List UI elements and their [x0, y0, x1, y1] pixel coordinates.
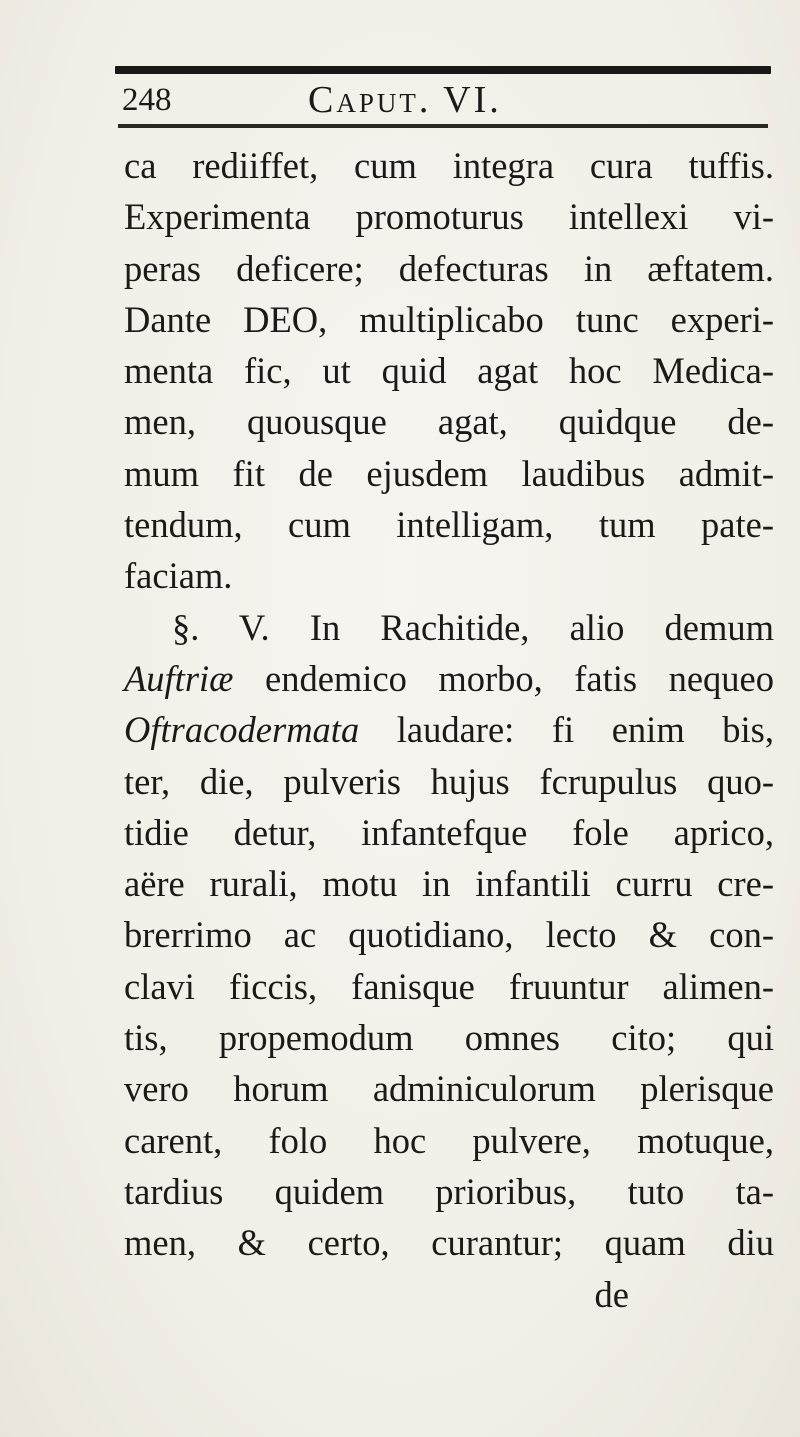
- catchword: de: [594, 1273, 629, 1315]
- text-line: men, quousque agat, quidque de-: [124, 401, 774, 443]
- text-line: faciam.: [124, 555, 233, 597]
- text-line: menta fic, ut quid agat hoc Medica-: [124, 350, 774, 392]
- text-line-with-italic: [124, 653, 774, 704]
- running-head: Caput. VI.: [308, 79, 502, 121]
- text-line-with-italic: [124, 704, 774, 755]
- text-line: ter, die, pulveris hujus fcrupulus quo-: [124, 760, 774, 802]
- text-line: peras deficere; defecturas in æftatem.: [124, 247, 774, 289]
- header-rule-bottom: [118, 124, 768, 128]
- text-line: tis, propemodum omnes cito; qui: [124, 1017, 774, 1059]
- italic-term-austriae: Auftriæ: [124, 657, 234, 699]
- text-fragment: endemico morbo, fatis nequeo: [265, 657, 775, 699]
- text-line: aëre rurali, motu in infantili curru cre-: [124, 863, 774, 905]
- page-number: 248: [122, 82, 172, 118]
- text-line: vero horum adminiculorum plerisque: [124, 1068, 774, 1110]
- text-line: carent, folo hoc pulvere, motuque,: [124, 1119, 774, 1161]
- body-text: [124, 140, 774, 1320]
- text-fragment: laudare: fi enim bis,: [396, 709, 774, 751]
- section-heading-line: §. V. In Rachitide, alio demum: [172, 606, 774, 648]
- text-line: tidie detur, infantefque fole aprico,: [124, 811, 774, 853]
- page-header: [0, 78, 800, 122]
- text-line: brerrimo ac quotidiano, lecto & con-: [124, 914, 774, 956]
- text-line: Dante DEO, multiplicabo tunc experi-: [124, 298, 774, 340]
- italic-term-ostracodermata: Oftracodermata: [124, 709, 360, 751]
- header-rule-top: [115, 66, 771, 74]
- text-line: clavi ficcis, fanisque fruuntur alimen-: [124, 965, 774, 1007]
- text-line: mum fit de ejusdem laudibus admit-: [124, 452, 774, 494]
- text-line: men, & certo, curantur; quam diu: [124, 1222, 774, 1264]
- text-line: tendum, cum intelligam, tum pate-: [124, 504, 774, 546]
- text-line: ca rediiffet, cum integra cura tuffis.: [124, 145, 774, 186]
- text-line: tardius quidem prioribus, tuto ta-: [124, 1170, 774, 1212]
- text-line: Experimenta promoturus intellexi vi-: [124, 196, 774, 238]
